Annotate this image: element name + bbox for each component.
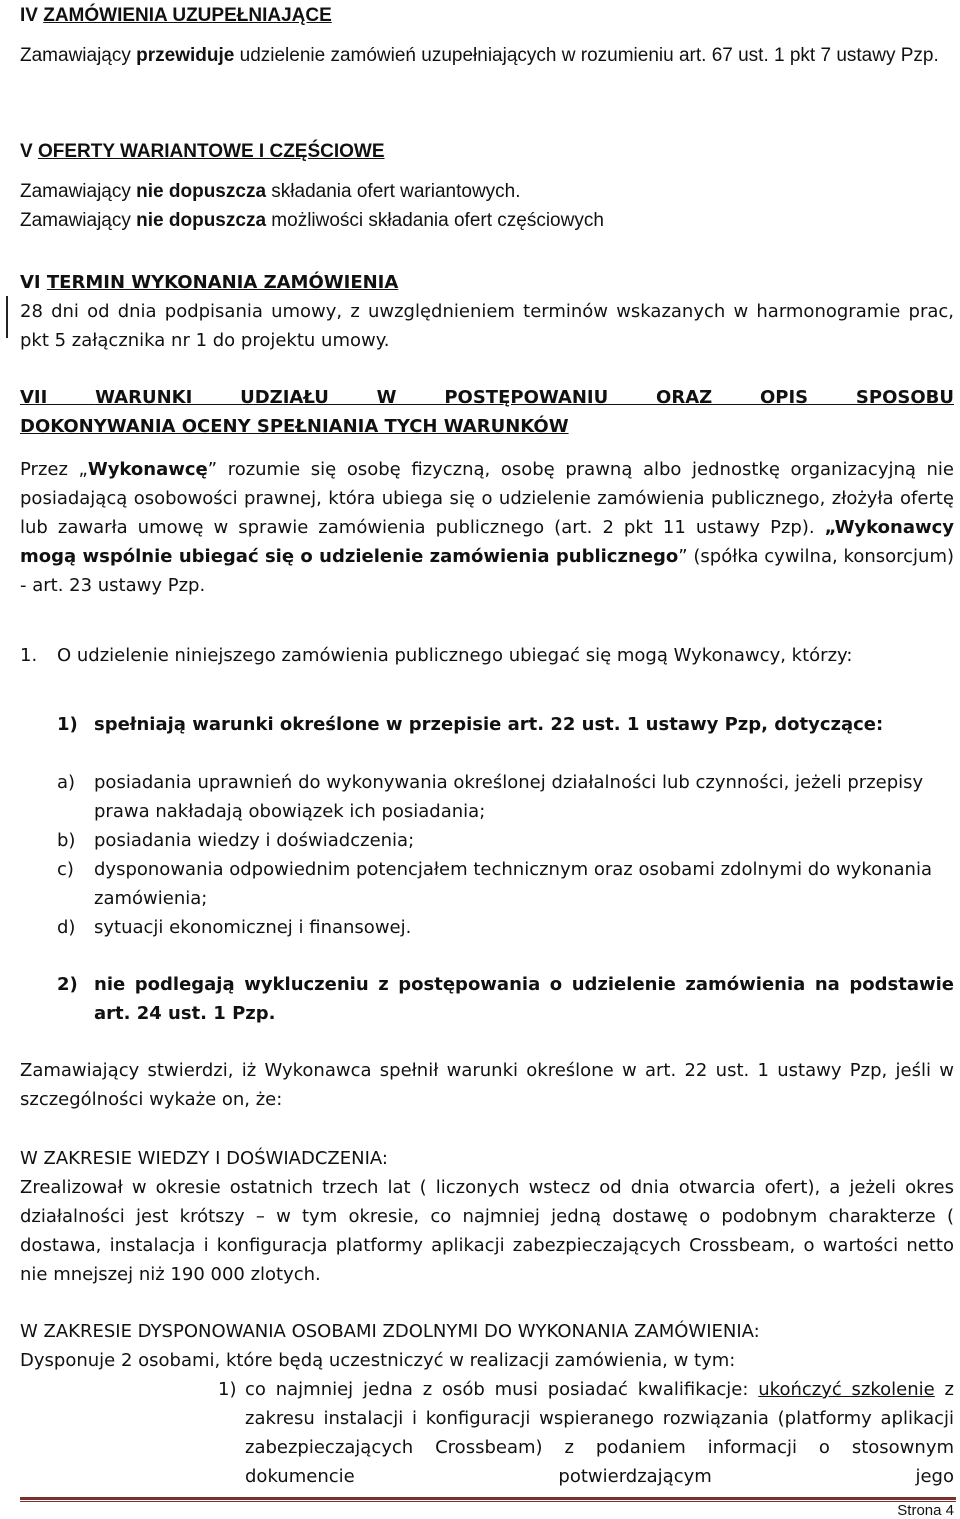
page-number: Strona 4 <box>897 1502 954 1519</box>
section-iv-heading: IV ZAMÓWIENIA UZUPEŁNIAJĄCE <box>20 5 332 26</box>
section-vi-heading: VI TERMIN WYKONANIA ZAMÓWIENIA <box>20 272 399 293</box>
section-vii-intro: Przez „Wykonawcę” rozumie się osobę fizyczną, osobę prawną albo jednostkę organizacyjną nie posiadającą osobowości prawnej, która ubiega się o udzielenie zamówienia publicznego, złożyła ofertę lub zawarła umowę w sprawie zamówienia publicznego (art. 2 pkt 11 ustawy Pzp). „Wykonawcy mogą wspólnie ubiegać się o udzielenie zamówienia publicznego” (spółka cywilna, konsorcjum) - art. 23 ustawy Pzp. <box>20 459 954 596</box>
statement-paragraph: Zamawiający stwierdzi, iż Wykonawca spełnił warunki określone w art. 22 ust. 1 ustawy Pzp, jeśli w szczególności wykaże on, że: <box>20 1060 954 1110</box>
section-vi-paragraph: 28 dni od dnia podpisania umowy, z uwzględnieniem terminów wskazanych w harmonogramie prac, pkt 5 załącznika nr 1 do projektu umowy. <box>20 301 954 351</box>
condition-sub-c: c) dysponowania odpowiednim potencjałem technicznym oraz osobami zdolnymi do wykonania zamówienia; <box>57 859 932 909</box>
condition-sub-b: b) posiadania wiedzy i doświadczenia; <box>57 830 415 851</box>
section-vii-heading: VII WARUNKI UDZIAŁU W POSTĘPOWANIU ORAZ OPIS SPOSOBU DOKONYWANIA OCENY SPEŁNIANIA TYCH WARUNKÓW <box>20 387 954 437</box>
footer-rule-thin <box>20 1501 956 1502</box>
knowledge-paragraph: Zrealizował w okresie ostatnich trzech lat ( liczonych wstecz od dnia otwarcia ofert), a jeżeli okres działalności jest krótszy – w tym okresie, co najmniej jedną dostawę o podobnym charakterze ( dostawa, instalacja i konfiguracja platformy aplikacji zabezpieczających Crossbeam, o wartości netto nie mnejszej niż 190 000 zlotych. <box>20 1177 954 1285</box>
condition-sub-a: a) posiadania uprawnień do wykonywania określonej działalności lub czynności, jeżeli przepisy prawa nakładają obowiązek ich posiadania; <box>57 772 924 822</box>
section-v-heading: V OFERTY WARIANTOWE I CZĘŚCIOWE <box>20 141 385 162</box>
condition-1: 1) spełniają warunki określone w przepisie art. 22 ust. 1 ustawy Pzp, dotyczące: <box>57 714 884 735</box>
list-item-1: 1. O udzielenie niniejszego zamówienia publicznego ubiegać się mogą Wykonawcy, którzy: <box>20 645 853 666</box>
condition-sub-d: d) sytuacji ekonomicznej i finansowej. <box>57 917 412 938</box>
section-v-line-1: Zamawiający nie dopuszcza składania ofert wariantowych. <box>20 181 521 202</box>
condition-2: 2) nie podlegają wykluczeniu z postępowania o udzielenie zamówienia na podstawie art. 24 ust. 1 Pzp. <box>57 974 954 1024</box>
knowledge-heading: W ZAKRESIE WIEDZY I DOŚWIADCZENIA: <box>20 1148 388 1169</box>
revision-bar <box>6 296 8 338</box>
persons-paragraph: Dysponuje 2 osobami, które będą uczestniczyć w realizacji zamówienia, w tym: <box>20 1350 736 1371</box>
persons-heading: W ZAKRESIE DYSPONOWANIA OSOBAMI ZDOLNYMI DO WYKONANIA ZAMÓWIENIA: <box>20 1321 760 1342</box>
section-v-paragraph <box>20 177 954 235</box>
section-v-line-2: Zamawiający nie dopuszcza możliwości składania ofert częściowych <box>20 210 604 231</box>
section-iv-paragraph: Zamawiający przewiduje udzielenie zamówień uzupełniających w rozumieniu art. 67 ust. 1 pkt 7 ustawy Pzp. <box>20 45 939 66</box>
person-requirement-1: 1) co najmniej jedna z osób musi posiadać kwalifikacje: ukończyć szkolenie z zakresu instalacji i konfiguracji wspieranego rozwiązania (platformy aplikacji zabezpieczających Crossbeam) z podaniem informacji o stosownym dokumencie potwierdzającym jego <box>218 1379 955 1487</box>
footer-rule <box>20 1497 956 1500</box>
